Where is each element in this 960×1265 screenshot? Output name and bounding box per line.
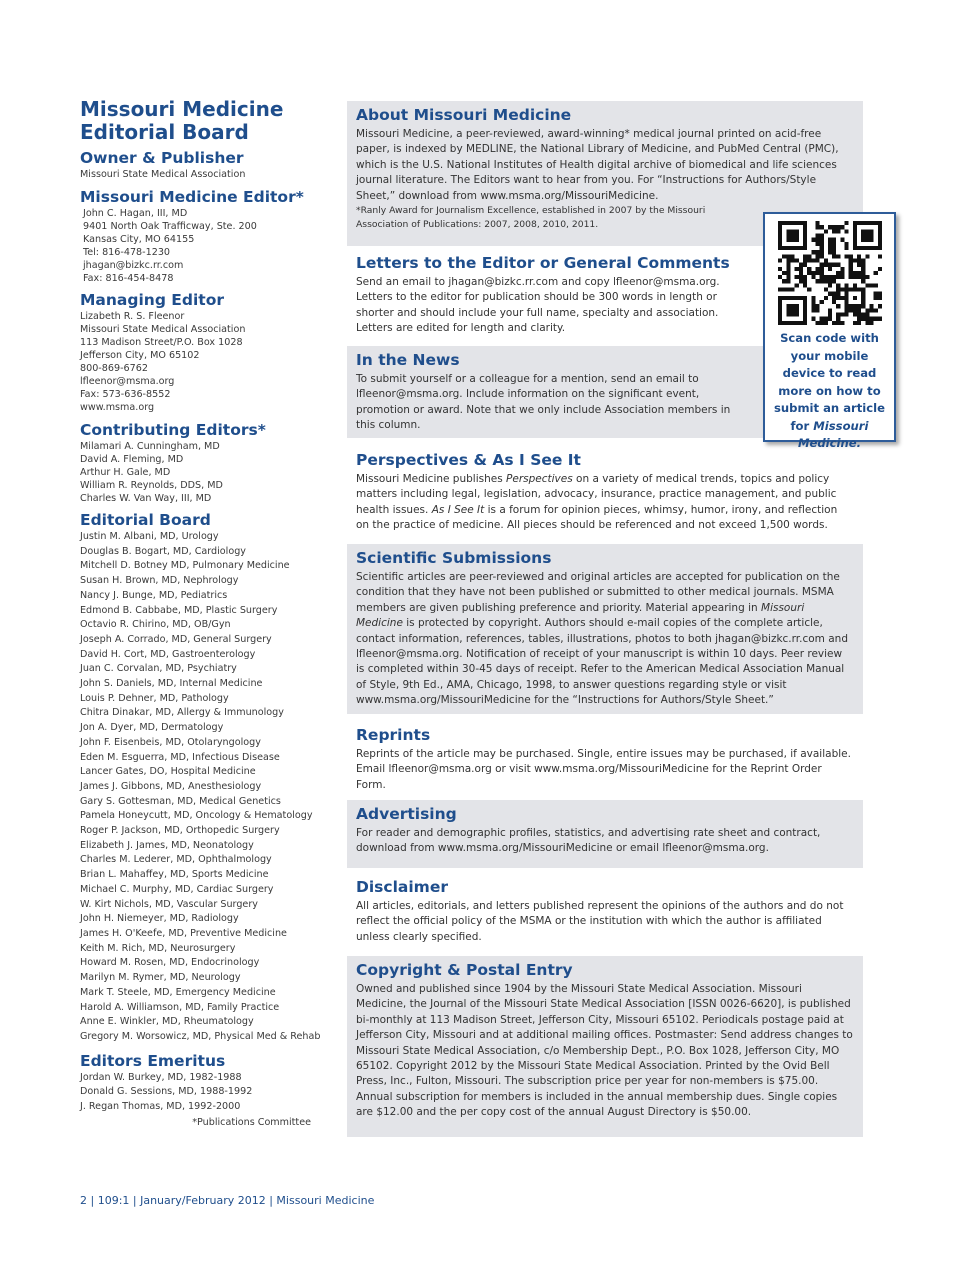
managing-editor-line: Jefferson City, MO 65102 — [80, 350, 200, 361]
board-member: Joseph A. Corrado, MD, General Surgery — [80, 633, 272, 645]
qr-caption-italic: Missouri Medicine. — [797, 418, 869, 450]
editor-contact — [80, 207, 330, 285]
board-member: Mitchell D. Botney MD, Pulmonary Medicine — [80, 560, 290, 572]
board-member: Chitra Dinakar, MD, Allergy & Immunology — [80, 707, 284, 719]
board-member: Gary S. Gottesman, MD, Medical Genetics — [80, 795, 281, 807]
editor-contact-line: 9401 North Oak Trafficway, Ste. 200 — [83, 221, 257, 232]
perspectives-body: Missouri Medicine publishes Perspectives on a variety of medical trends, topics and policy matters including legal, legislation, advocacy, insurance, practice management, and public health issues. As I See It is a forum for opinion pieces, whimsy, humor, irony, and reflection on the practice of medicine. All pieces should be referenced and not exceed 1,500 words. — [356, 473, 838, 532]
perspectives-italic: Perspectives — [506, 473, 573, 485]
contributing-editor: David A. Fleming, MD — [80, 454, 184, 465]
board-member: Lancer Gates, DO, Hospital Medicine — [80, 766, 256, 778]
editorial-board-heading: Editorial Board — [80, 511, 211, 529]
news-heading: In the News — [356, 351, 460, 369]
section-copyright — [347, 956, 863, 1137]
scientific-body: Scientific articles are peer-reviewed and original articles are accepted for publication on the condition that they have not been published or submitted to other medical journals. MSMA members are given publishing preference and priority. Material appearing in Missouri Medicine is protected by copyright. Authors should e-mail copies of the complete article, contact information, references, tables, illustrations, photos to both jhagan@bizkc.rr.com and lfleenor@msma.org. Notification of receipt of your manuscript is within 10 days. Peer review is completed within 30-45 days of receipt. Refer to the American Medical Association Manual of Style, 9th Ed., AMA, Chicago, 1998, to answer questions regarding style or visit www.msma.org/MissouriMedicine for the “Instructions for Authors/Style Sheet.” — [356, 571, 848, 707]
editorial-board-list — [80, 530, 330, 1045]
copyright-heading: Copyright & Postal Entry — [356, 961, 573, 979]
board-member: John S. Daniels, MD, Internal Medicine — [80, 678, 263, 690]
managing-editor-line: Lizabeth R. S. Fleenor — [80, 311, 185, 322]
board-member: Juan C. Corvalan, MD, Psychiatry — [80, 663, 237, 675]
board-member: David H. Cort, MD, Gastroenterology — [80, 648, 256, 660]
qr-caption: Scan code with your mobile device to read more on how to submit an article for Missouri Medicine. — [774, 331, 885, 450]
page-footer: 2 | 109:1 | January/February 2012 | Missouri Medicine — [80, 1194, 375, 1207]
masthead-title — [80, 98, 330, 144]
board-member: Marilyn M. Rymer, MD, Neurology — [80, 972, 241, 984]
section-scientific-submissions — [347, 544, 863, 714]
board-member: Nancy J. Bunge, MD, Pediatrics — [80, 589, 228, 601]
copyright-body: Owned and published since 1904 by the Missouri State Medical Association. Missouri Medicine, the Journal of the Missouri State Medical Association [ISSN 0026-6620], is published bi-monthly at 113 Madison Street, Jefferson City, Missouri 65102. Periodicals postage paid at Jefferson City, Missouri and at additional mailing offices. Postmaster: Send address changes to Missouri State Medical Association, c/o Membership Dept., P.O. Box 1028, Jefferson City, MO 65102. Copyright 2012 by the Missouri State Medical Association. Printed by the Ovid Bell Press, Inc., Fulton, Missouri. The subscription price per year for non-members is $75.00. Annual subscription for members is included in the annual membership dues. Single copies are $12.00 and the per copy cost of the annual August Directory is $50.00. — [356, 983, 853, 1119]
board-member: Charles M. Lederer, MD, Ophthalmology — [80, 854, 272, 866]
qr-callout — [763, 212, 896, 450]
contributing-editor: Arthur H. Gale, MD — [80, 467, 171, 478]
managing-editor-line: 113 Madison Street/P.O. Box 1028 — [80, 337, 243, 348]
board-member: Jon A. Dyer, MD, Dermatology — [80, 722, 224, 734]
board-member: John H. Niemeyer, MD, Radiology — [80, 913, 239, 925]
board-member: Gregory M. Worsowicz, MD, Physical Med & Rehab — [80, 1030, 321, 1042]
journal-italic: Missouri Medicine — [356, 601, 805, 630]
scientific-heading: Scientific Submissions — [356, 549, 552, 567]
board-member: Douglas B. Bogart, MD, Cardiology — [80, 545, 246, 557]
board-member: James J. Gibbons, MD, Anesthesiology — [80, 780, 262, 792]
board-member: Michael C. Murphy, MD, Cardiac Surgery — [80, 883, 274, 895]
managing-editor-heading: Managing Editor — [80, 291, 225, 309]
editor-heading: Missouri Medicine Editor* — [80, 188, 304, 206]
board-member: Louis P. Dehner, MD, Pathology — [80, 692, 229, 704]
board-member: Eden M. Esguerra, MD, Infectious Disease — [80, 751, 280, 763]
as-i-see-it-italic: As I See It — [431, 503, 485, 516]
board-member: Brian L. Mahaffey, MD, Sports Medicine — [80, 869, 269, 881]
board-member: Susan H. Brown, MD, Nephrology — [80, 575, 239, 587]
perspectives-heading: Perspectives & As I See It — [356, 451, 581, 469]
board-member: Anne E. Winkler, MD, Rheumatology — [80, 1016, 254, 1028]
editor-emeritus: J. Regan Thomas, MD, 1992-2000 — [80, 1101, 241, 1113]
board-member: Mark T. Steele, MD, Emergency Medicine — [80, 986, 276, 998]
board-member: Elizabeth J. James, MD, Neonatology — [80, 839, 254, 851]
advertising-heading: Advertising — [356, 805, 457, 823]
board-member: Howard M. Rosen, MD, Endocrinology — [80, 957, 260, 969]
award-note: *Ranly Award for Journalism Excellence, established in 2007 by the Missouri Association of Publications: 2007, 2008, 2010, 2011. — [356, 205, 706, 231]
board-member: James H. O'Keefe, MD, Preventive Medicine — [80, 927, 287, 939]
editor-contact-line: jhagan@bizkc.rr.com — [83, 260, 184, 271]
letters-heading: Letters to the Editor or General Comments — [356, 254, 730, 272]
board-member: John F. Eisenbeis, MD, Otolaryngology — [80, 736, 261, 748]
disclaimer-heading: Disclaimer — [356, 878, 448, 896]
editors-emeritus-list — [80, 1071, 330, 1115]
editors-emeritus-heading: Editors Emeritus — [80, 1051, 226, 1070]
board-member: Roger P. Jackson, MD, Orthopedic Surgery — [80, 825, 280, 837]
managing-editor-line: Fax: 573-636-8552 — [80, 389, 171, 400]
section-disclaimer — [347, 873, 863, 948]
board-member: Octavio R. Chirino, MD, OB/Gyn — [80, 619, 231, 631]
editor-contact-line: John C. Hagan, III, MD — [83, 208, 188, 219]
publications-committee-note: *Publications Committee — [192, 1116, 311, 1128]
news-body: To submit yourself or a colleague for a mention, send an email to lfleenor@msma.org. Include information on the significant event, promotion or award. Note that we only include Association members in this column. — [356, 373, 731, 432]
about-body: Missouri Medicine, a peer-reviewed, award-winning* medical journal printed on acid-free paper, is indexed by MEDLINE, the National Library of Medicine, and PubMed Central (PMC), which is the U.S. National Institutes of Health digital archive of biomedical and life sciences journal literature. The Editors want to hear from you. For “Instructions for Authors/Style Sheet,” download from www.msma.org/MissouriMedicine. — [356, 128, 839, 202]
letters-body: Send an email to jhagan@bizkc.rr.com and copy lfleenor@msma.org. Letters to the editor for publication should be 300 words in length or shorter and should include your full name, specialty and association. Letters are edited for length and clarity. — [356, 276, 720, 335]
board-member: Pamela Honeycutt, MD, Oncology & Hematology — [80, 810, 313, 822]
contributing-editor: Milamari A. Cunningham, MD — [80, 441, 220, 452]
owner-name: Missouri State Medical Association — [80, 169, 246, 180]
contributing-editors-list — [80, 440, 330, 505]
masthead-line-1: Missouri Medicine — [80, 97, 284, 121]
contributing-editor: Charles W. Van Way, III, MD — [80, 493, 212, 504]
managing-editor-line: 800-869-6762 — [80, 363, 148, 374]
reprints-body: Reprints of the article may be purchased. Single, entire issues may be purchased, if available. Email lfleenor@msma.org or visit www.msma.org/MissouriMedicine for the Reprint Order Form. — [356, 748, 851, 791]
reprints-heading: Reprints — [356, 726, 431, 744]
board-member: Harold A. Williamson, MD, Family Practice — [80, 1001, 280, 1013]
board-member: Edmond B. Cabbabe, MD, Plastic Surgery — [80, 604, 278, 616]
editor-contact-line: Tel: 816-478-1230 — [83, 247, 171, 258]
editorial-board-column — [80, 98, 330, 1129]
editor-contact-line: Fax: 816-454-8478 — [83, 273, 174, 284]
owner-heading: Owner & Publisher — [80, 149, 244, 167]
section-reprints — [347, 721, 863, 793]
board-member: W. Kirt Nichols, MD, Vascular Surgery — [80, 898, 258, 910]
qr-code-icon[interactable] — [778, 221, 882, 325]
contributing-editors-heading: Contributing Editors* — [80, 421, 266, 439]
editor-emeritus: Donald G. Sessions, MD, 1988-1992 — [80, 1086, 253, 1098]
managing-editor-line: Missouri State Medical Association — [80, 324, 246, 335]
managing-editor-line: www.msma.org — [80, 402, 155, 413]
section-advertising — [347, 800, 863, 868]
editor-contact-line: Kansas City, MO 64155 — [83, 234, 195, 245]
disclaimer-body: All articles, editorials, and letters published represent the opinions of the authors and do not reflect the official policy of the MSMA or the institution with which the author is affiliated unless clearly specified. — [356, 900, 844, 943]
masthead-line-2: Editorial Board — [80, 120, 249, 144]
managing-editor-line: lfleenor@msma.org — [80, 376, 175, 387]
section-perspectives — [347, 446, 863, 538]
about-heading: About Missouri Medicine — [356, 106, 572, 124]
contributing-editor: William R. Reynolds, DDS, MD — [80, 480, 223, 491]
board-member: Justin M. Albani, MD, Urology — [80, 531, 219, 542]
board-member: Keith M. Rich, MD, Neurosurgery — [80, 942, 236, 954]
editor-emeritus: Jordan W. Burkey, MD, 1982-1988 — [80, 1071, 242, 1083]
advertising-body: For reader and demographic profiles, statistics, and advertising rate sheet and contract, download from www.msma.org/MissouriMedicine or email lfleenor@msma.org. — [356, 827, 821, 855]
managing-editor-contact — [80, 310, 330, 414]
